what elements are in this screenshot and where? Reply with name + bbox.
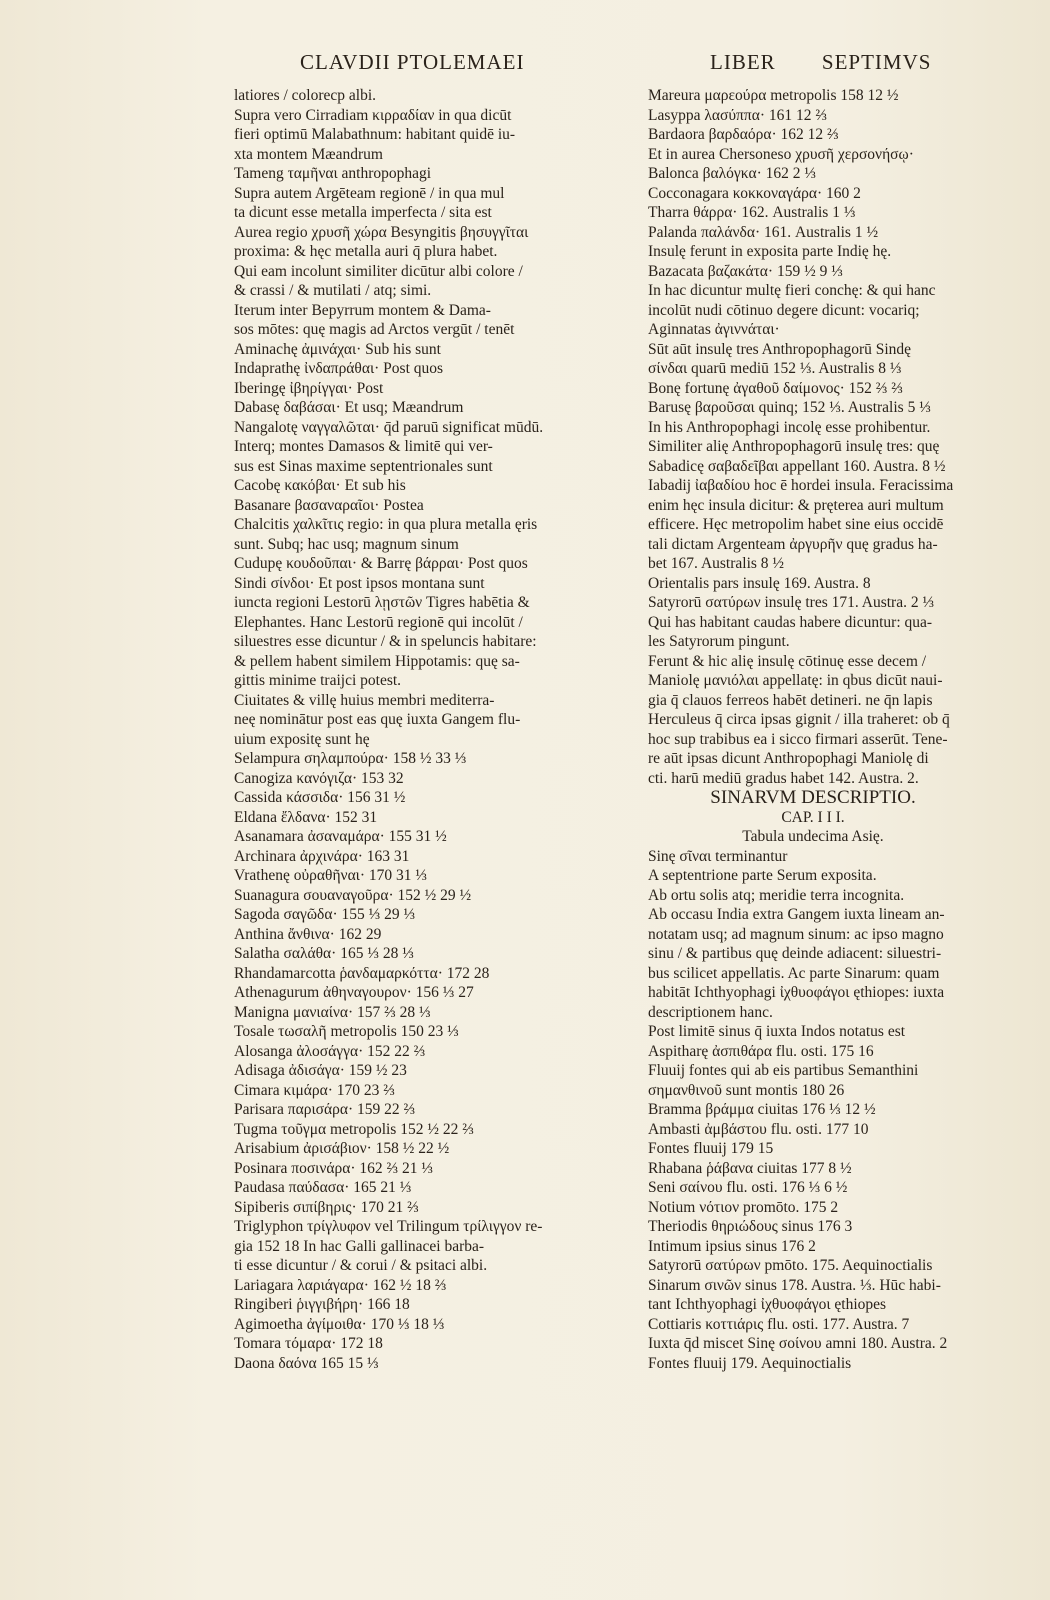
text-line: Fontes fluuij 179. Aequinoctialis [648, 1354, 852, 1372]
text-line: Salatha σαλάθα· 165 ⅓ 28 ⅓ [234, 945, 414, 962]
text-line: Bonę fortunę ἀγαθοῦ δαίμονος· 152 ⅔ ⅔ [648, 379, 903, 397]
text-line: Sūt aūt insulę tres Anthropophagorū Sindę [648, 340, 912, 358]
text-line: Sipiberis σιπίβηρις· 170 21 ⅔ [234, 1198, 419, 1216]
text-line: Rhandamarcotta ῥανδαμαρκόττα· 172 28 [234, 964, 490, 982]
text-line: descriptionem hanc. [648, 1003, 773, 1021]
text-line: gittis minime traijci potest. [234, 672, 402, 689]
text-line: Aminachę ἀμινάχαι· Sub his sunt [234, 340, 441, 358]
text-line: incolūt nudi cōtinuo degere dicunt: vocariq; [648, 301, 920, 319]
text-line: Lasyppa λασύππα· 161 12 ⅔ [648, 106, 827, 124]
text-line: Alosanga ἀλοσάγγα· 152 22 ⅔ [234, 1042, 426, 1060]
text-line: latiores / colorecp albi. [234, 87, 377, 104]
text-line: ta dicunt esse metalla imperfecta / sita est [234, 204, 492, 221]
text-line: Sagoda σαγῶδα· 155 ⅓ 29 ⅓ [234, 906, 416, 923]
text-line: xta montem Mæandrum [234, 145, 383, 163]
text-line: gia q̄ clauos ferreos habēt detineri. ne q̄n lapis [648, 691, 933, 709]
text-line: Ringiberi ῥιγγιβήρη· 166 18 [234, 1296, 410, 1313]
text-line: habitāt Ichthyophagi ἰχθυοφάγοι ęthiopes: iuxta [648, 984, 945, 1001]
text-line: Aginnatas ἀγιννάται· [648, 321, 780, 338]
text-line: tant Ichthyophagi ἰχθυοφάγοι ęthiopes [648, 1296, 887, 1313]
text-line: uium expositę sunt hę [234, 730, 370, 748]
text-line: les Satyrorum pingunt. [648, 633, 790, 650]
text-line: Agimoetha ἀγίμοιθα· 170 ⅓ 18 ⅓ [234, 1315, 445, 1333]
text-line: Bardaora βαρδαόρα· 162 12 ⅔ [648, 126, 839, 143]
text-line: sos mōtes: quę magis ad Arctos vergūt / tenēt [234, 321, 515, 338]
text-line: Eldana ἔλδανα· 152 31 [234, 808, 378, 826]
text-line: Arisabium ἀρισάβιον· 158 ½ 22 ½ [234, 1140, 450, 1157]
text-line: Lariagara λαριάγαρα· 162 ½ 18 ⅔ [234, 1276, 447, 1294]
text-line: Interq; montes Damasos & limitē qui ver- [234, 438, 493, 455]
text-line: bet 167. Australis 8 ½ [648, 555, 785, 572]
text-line: Cacobę κακόβαι· Et sub his [234, 477, 406, 494]
text-line: iuncta regioni Lestorū λῃστῶν Tigres habētia & [234, 594, 530, 611]
text-line: Cimara κιμάρα· 170 23 ⅔ [234, 1081, 395, 1099]
text-line: Tameng ταμῆναι anthropophagi [234, 165, 432, 182]
text-line: Fluuij fontes qui ab eis partibus Semanthini [648, 1062, 919, 1079]
text-line: re aūt ipsas dicunt Anthropophagi Maniolę di [648, 750, 929, 767]
text-line: Cottiaris κοττιάρις flu. osti. 177. Austra. 7 [648, 1315, 910, 1333]
text-line: A septentrione parte Serum exposita. [648, 867, 877, 884]
text-line: Bramma βράμμα ciuitas 176 ⅓ 12 ½ [648, 1101, 876, 1118]
text-line: Iuxta q̄d miscet Sinę σοίνου amni 180. Austra. 2 [648, 1335, 948, 1352]
text-line: Fontes fluuij 179 15 [648, 1140, 774, 1157]
text-line: Rhabana ῥάβανα ciuitas 177 8 ½ [648, 1159, 852, 1177]
text-line: Triglyphon τρίγλυφον vel Trilingum τρίλιγγον re- [234, 1218, 543, 1235]
text-line: Aspitharę ἀσπιθάρα flu. osti. 175 16 [648, 1042, 874, 1060]
text-line: σημανθινοῦ sunt montis 180 26 [648, 1081, 845, 1099]
text-line: Orientalis pars insulę 169. Austra. 8 [648, 574, 871, 592]
text-line: Paudasa παύδασα· 165 21 ⅓ [234, 1179, 412, 1196]
text-line: In hac dicuntur multę fieri conchę: & qui hanc [648, 282, 936, 299]
text-line: Theriodis θηριώδους sinus 176 3 [648, 1218, 853, 1235]
text-line: Post limitē sinus q̄ iuxta Indos notatus est [648, 1023, 906, 1040]
left-text-column [234, 86, 594, 1373]
text-line: Insulę ferunt in exposita parte Indię hę. [648, 243, 892, 260]
text-line: sus est Sinas maxime septentrionales sunt [234, 457, 493, 475]
text-line: Palanda παλάνδα· 161. Australis 1 ½ [648, 223, 879, 241]
text-line: Archinara ἀρχινάρα· 163 31 [234, 847, 410, 865]
text-line: Supra vero Cirradiam κιρραδίαν in qua dicūt [234, 106, 512, 124]
text-line: Daona δαόνα 165 15 ⅓ [234, 1354, 379, 1372]
text-line: Maniolę μανιόλαι appellatę: in qbus dicūt naui- [648, 672, 943, 689]
text-line: Sinę σῖναι terminantur [648, 847, 788, 865]
text-line: Mareura μαρεούρα metropolis 158 12 ½ [648, 87, 899, 104]
text-line: Cassida κάσσιδα· 156 31 ½ [234, 789, 406, 806]
text-line: neę nominātur post eas quę iuxta Gangem flu- [234, 711, 521, 728]
text-line: Ferunt & hic alię insulę cōtinuę esse decem / [648, 652, 927, 670]
text-line: Indaprathę ἰνδαπράθαι· Post quos [234, 360, 444, 377]
text-line: Sindi σίνδοι· Et post ipsos montana sunt [234, 574, 485, 592]
text-line: SINARVM DESCRIPTIO. [710, 787, 916, 808]
text-line: Sabadicę σαβαδεῖβαι appellant 160. Austra. 8 ½ [648, 457, 946, 475]
text-line: Intimum ipsius sinus 176 2 [648, 1237, 816, 1255]
text-line: Basanare βασαναραῖοι· Postea [234, 496, 424, 514]
text-line: Tomara τόμαρα· 172 18 [234, 1335, 383, 1352]
running-head-left: CLAVDII PTOLEMAEI [300, 50, 525, 74]
text-line: proxima: & hęc metalla auri q̄ plura habet. [234, 243, 498, 260]
text-line: σίνδαι quarū mediū 152 ⅓. Australis 8 ⅓ [648, 360, 902, 377]
text-line: & crassi / & mutilati / atq; simi. [234, 282, 432, 299]
text-line: Elephantes. Hanc Lestorū regionē qui incolūt / [234, 613, 523, 631]
text-line: Vrathenę οὐραθῆναι· 170 31 ⅓ [234, 867, 428, 884]
text-line: Iabadij ἰαβαδίου hoc ē hordei insula. Feracissima [648, 477, 954, 494]
text-line: Tabula undecima Asię. [742, 828, 884, 845]
text-line: Herculeus q̄ circa ipsas gignit / illa traheret: ob q̄ [648, 711, 950, 728]
text-line: Posinara ποσινάρα· 162 ⅔ 21 ⅓ [234, 1159, 434, 1177]
text-line: Ab occasu India extra Gangem iuxta lineam an- [648, 906, 945, 923]
text-line: Cocconagara κοκκοναγάρα· 160 2 [648, 184, 861, 202]
text-line: efficere. Hęc metropolim habet sine eius occidē [648, 516, 944, 533]
text-line: gia 152 18 In hac Galli gallinacei barba- [234, 1237, 485, 1255]
text-line: Parisara παρισάρα· 159 22 ⅔ [234, 1101, 416, 1118]
running-head-right: LIBER SEPTIMVS [710, 50, 932, 74]
text-line: Supra autem Argēteam regionē / in qua mul [234, 184, 505, 202]
text-line: Ab ortu solis atq; meridie terra incognita. [648, 886, 905, 904]
text-line: Dabasę δαβάσαι· Et usq; Mæandrum [234, 399, 464, 416]
text-line: Anthina ἄνθινα· 162 29 [234, 925, 382, 943]
text-line: hoc sup trabibus ea i sicco firmari asserūt. Tene- [648, 730, 948, 748]
text-line: Tosale τωσαλῆ metropolis 150 23 ⅓ [234, 1023, 459, 1040]
text-line: Athenagurum ἀθηναγουρον· 156 ⅓ 27 [234, 984, 474, 1001]
text-line: Chalcitis χαλκῖτις regio: in qua plura metalla ęris [234, 516, 538, 533]
text-line: Canogiza κανόγιζα· 153 32 [234, 769, 404, 787]
text-line: bus scilicet appellatis. Ac parte Sinarum: quam [648, 964, 940, 982]
text-line: Selampura σηλαμπούρα· 158 ½ 33 ⅓ [234, 750, 467, 767]
text-line: enim hęc insula dicitur: & pręterea auri multum [648, 496, 944, 514]
text-line: Nangalotę ναγγαλῶται· q̄d paruū significat mūdū. [234, 418, 544, 436]
text-line: CAP. I I I. [781, 808, 845, 826]
text-line: Seni σαίνου flu. osti. 176 ⅓ 6 ½ [648, 1179, 848, 1196]
text-line: Tugma τοῦγμα metropolis 152 ½ 22 ⅔ [234, 1120, 474, 1138]
text-line: Tharra θάρρα· 162. Australis 1 ⅓ [648, 204, 856, 221]
text-line: sunt. Subq; hac usq; magnum sinum [234, 535, 459, 553]
text-line: Cudupę κουδοῦπαι· & Barrę βάρραι· Post quos [234, 555, 528, 572]
text-line: Bazacata βαζακάτα· 159 ½ 9 ⅓ [648, 262, 843, 280]
text-line: Iberingę ἰβηρίγγαι· Post [234, 379, 384, 397]
text-line: Balonca βαλόγκα· 162 2 ⅓ [648, 165, 816, 182]
text-line: Qui eam incolunt similiter dicūtur albi colore / [234, 262, 523, 280]
text-line: Qui has habitant caudas habere dicuntur: qua- [648, 613, 933, 631]
text-line: In his Anthropophagi incolę esse prohibentur. [648, 418, 931, 436]
text-line: tali dictam Argenteam ἀργυρῆν quę gradus ha- [648, 535, 938, 553]
text-line: fieri optimū Malabathnum: habitant quidē iu- [234, 126, 516, 143]
text-line: notatam usq; ad magnum sinum: ac ipso magno [648, 925, 944, 943]
text-line: Similiter alię Anthropophagorū insulę tres: quę [648, 438, 940, 455]
text-line: & pellem habent similem Hippotamis: quę sa- [234, 652, 520, 670]
text-line: Manigna μανιαίνα· 157 ⅔ 28 ⅓ [234, 1003, 431, 1021]
text-line: cti. harū mediū gradus habet 142. Austra. 2. [648, 769, 919, 787]
text-line: Notium νότιον promōto. 175 2 [648, 1198, 839, 1216]
text-line: sinu / & partibus quę deinde adiacent: siluestri- [648, 945, 942, 962]
text-line: Sinarum σινῶν sinus 178. Austra. ⅓. Hūc habi- [648, 1276, 941, 1294]
text-line: Satyrorū σατύρων pmōto. 175. Aequinoctialis [648, 1257, 933, 1274]
text-line: ti esse dicuntur / & corui / & psitaci albi. [234, 1257, 488, 1274]
text-line: Ambasti ἀμβάστου flu. osti. 177 10 [648, 1120, 869, 1138]
text-line: Ciuitates & villę huius membri mediterra- [234, 691, 495, 709]
text-line: siluestres esse dicuntur / & in speluncis habitare: [234, 633, 537, 650]
text-line: Adisaga ἀδισάγα· 159 ½ 23 [234, 1062, 407, 1079]
text-line: Suanagura σουαναγοῦρα· 152 ½ 29 ½ [234, 886, 472, 904]
text-line: Aurea regio χρυσῆ χώρα Besyngitis βησυγγῖται [234, 223, 529, 241]
text-line: Asanamara ἀσαναμάρα· 155 31 ½ [234, 828, 447, 845]
text-line: Et in aurea Chersoneso χρυσῆ χερσονήσῳ· [648, 145, 914, 163]
text-line: Barusę βαροῦσαι quinq; 152 ⅓. Australis 5 ⅓ [648, 399, 931, 416]
right-text-column [648, 86, 1018, 1373]
text-line: Iterum inter Bepyrrum montem & Dama- [234, 301, 491, 319]
text-line: Satyrorū σατύρων insulę tres 171. Austra. 2 ⅓ [648, 594, 935, 611]
